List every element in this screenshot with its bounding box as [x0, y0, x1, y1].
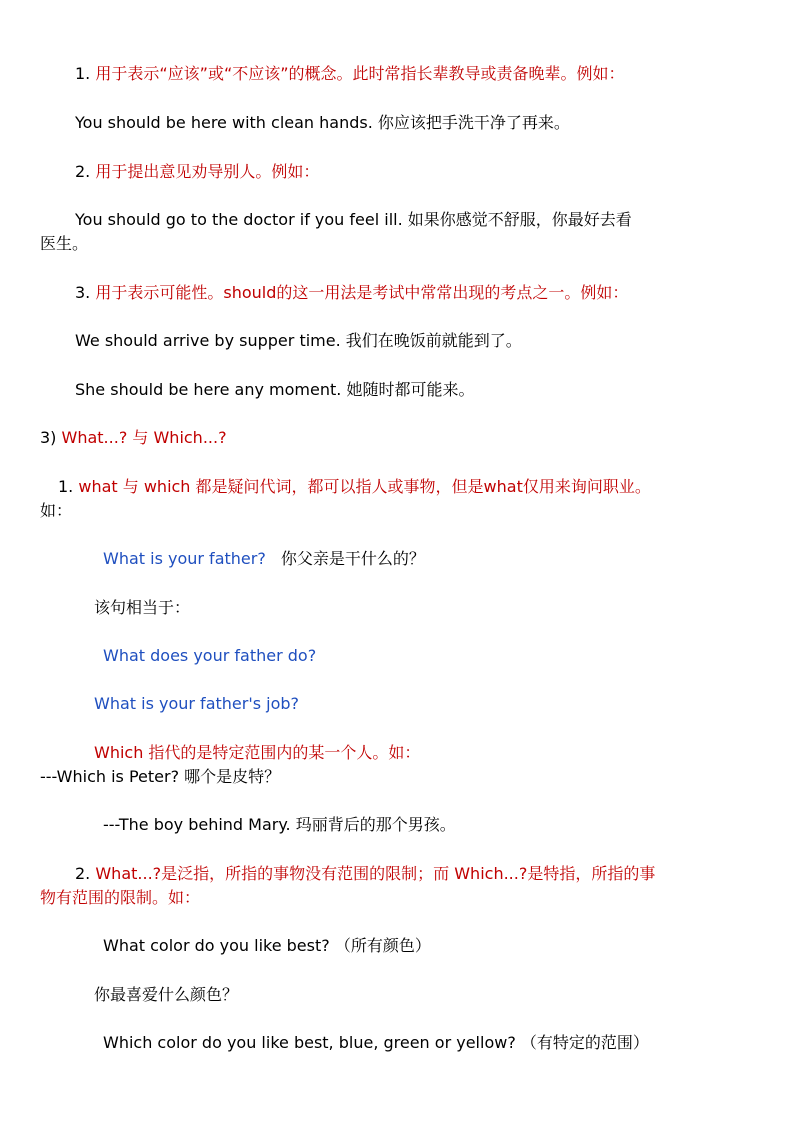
note-text: Which 指代的是特定范围内的某一个人。如： [94, 743, 421, 762]
note-text: 该句相当于： [94, 598, 191, 617]
dialogue-question: ---Which is Peter? 哪个是皮特？ [40, 767, 281, 786]
section-heading [40, 427, 227, 449]
example-sentence-continued: 医生。 [40, 234, 89, 253]
example-english: What is your father? [103, 549, 266, 568]
point-2 [75, 161, 319, 183]
point-text: 用于表示“应该”或“不应该”的概念。此时常指长辈教导或责备晚辈。例如： [95, 64, 625, 83]
example-sentence: She should be here any moment. 她随时都可能来。 [75, 380, 475, 399]
section-number: 3) [40, 428, 57, 447]
example-sentence: We should arrive by supper time. 我们在晚饭前就能到了。 [75, 331, 522, 350]
point-number: 2. [75, 864, 91, 883]
example-sentence: What does your father do? [103, 646, 317, 665]
point-text: 用于提出意见劝导别人。例如： [95, 162, 320, 181]
point-text: 用于表示可能性。should的这一用法是考试中常常出现的考点之一。例如： [95, 283, 629, 302]
point-number: 1. [58, 477, 74, 496]
point-1 [75, 63, 625, 85]
point-text: what 与 which 都是疑问代词，都可以指人或事物，但是what仅用来询问职业。 [78, 477, 651, 496]
example-sentence: Which color do you like best, blue, green or yellow? （有特定的范围） [103, 1033, 649, 1052]
point-1 [58, 476, 651, 498]
example-chinese: 你父亲是干什么的？ [280, 549, 425, 568]
section-title: What...? 与 Which...? [61, 428, 227, 447]
example-sentence: What color do you like best? （所有颜色） [103, 936, 431, 955]
point-number: 3. [75, 283, 91, 302]
example-translation: 你最喜爱什么颜色？ [94, 985, 239, 1004]
example-sentence: You should be here with clean hands. 你应该把手洗干净了再来。 [75, 113, 570, 132]
point-number: 1. [75, 64, 91, 83]
example-sentence: What is your father's job? [94, 694, 300, 713]
point-text: What...?是泛指，所指的事物没有范围的限制；而 Which...?是特指，所指的事 [95, 864, 656, 883]
point-text-continued: 如： [40, 501, 73, 520]
point-2 [75, 863, 655, 885]
dialogue-answer: ---The boy behind Mary. 玛丽背后的那个男孩。 [103, 815, 456, 834]
point-number: 2. [75, 162, 91, 181]
example-sentence: You should go to the doctor if you feel ill. 如果你感觉不舒服，你最好去看 [75, 210, 632, 229]
point-text-continued: 物有范围的限制。如： [40, 888, 201, 907]
example-sentence [103, 548, 425, 570]
point-3 [75, 282, 628, 304]
